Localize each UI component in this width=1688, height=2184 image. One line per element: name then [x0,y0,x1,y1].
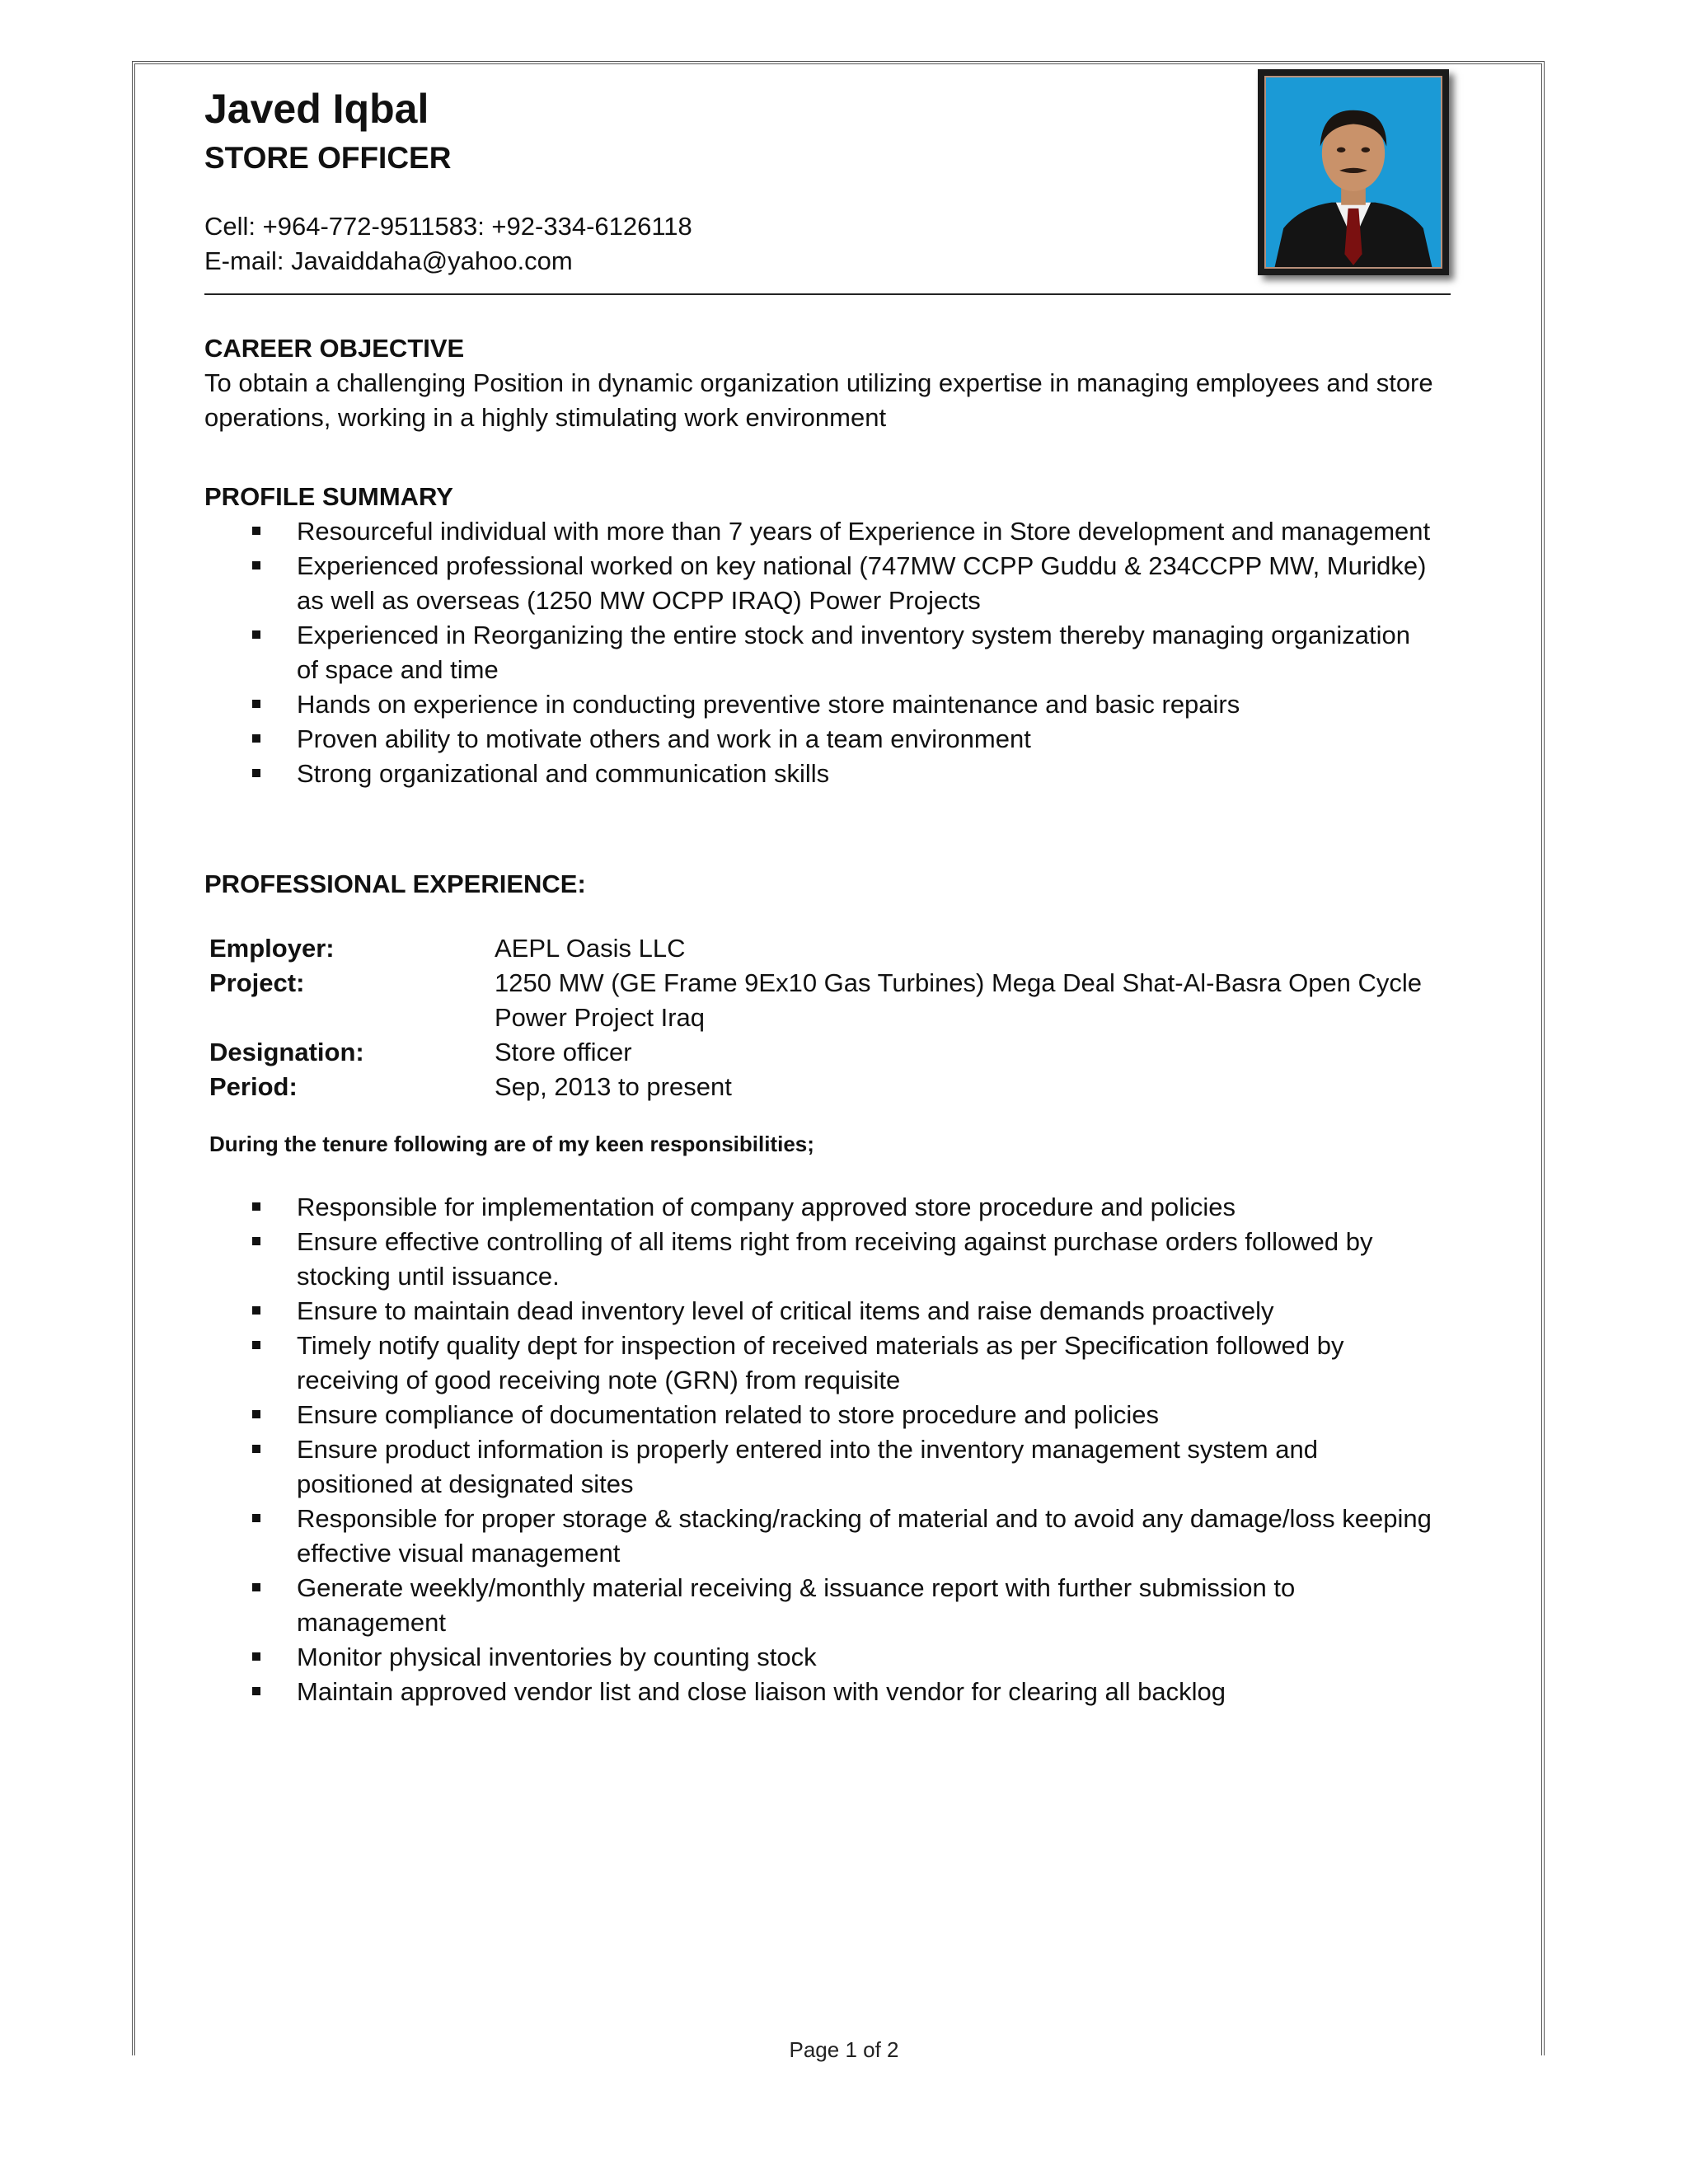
bullet-icon [252,1237,260,1245]
list-item-text: Ensure product information is properly entered into the inventory management system and positioned at designated sites [297,1435,1318,1498]
bullet-icon [252,1583,260,1591]
list-item-text: Ensure compliance of documentation related to store procedure and policies [297,1400,1160,1429]
bullet-icon [252,1687,260,1695]
portrait-image [1266,77,1441,267]
profile-photo [1258,69,1449,275]
bullet-icon [252,1306,260,1315]
bullet-icon [252,1202,260,1211]
list-item-text: Responsible for implementation of company approved store procedure and policies [297,1193,1236,1221]
period-value: Sep, 2013 to present [495,1072,732,1101]
list-item [204,549,1432,618]
table-row [209,1070,1442,1104]
bullet-icon [252,1341,260,1349]
career-objective-text: To obtain a challenging Position in dynamic organization utilizing expertise in managing employees and store operations, working in a highly stimulating work environment [204,368,1433,432]
professional-experience-heading: PROFESSIONAL EXPERIENCE: [204,869,586,898]
candidate-name: Javed Iqbal [204,86,429,132]
list-item [204,722,1432,757]
list-item [204,1329,1432,1398]
list-item-text: Ensure effective controlling of all items right from receiving against purchase orders followed by stocking until issuance. [297,1227,1373,1291]
profile-summary-section [204,480,1457,791]
employer-label: Employer: [209,934,335,963]
list-item-text: Ensure to maintain dead inventory level of critical items and raise demands proactively [297,1296,1274,1325]
table-row [209,966,1442,1035]
list-item-text: Generate weekly/monthly material receiving & issuance report with further submission to management [297,1573,1296,1637]
bullet-icon [252,769,260,777]
profile-summary-heading: PROFILE SUMMARY [204,482,453,511]
cell-phone: Cell: +964-772-9511583: +92-334-6126118 [204,212,692,241]
page-number: Page 1 of 2 [789,2037,899,2062]
list-item [204,618,1432,687]
bullet-icon [252,1445,260,1453]
period-label: Period: [209,1072,298,1101]
list-item [204,687,1432,722]
table-row [209,931,1442,966]
list-item-text: Responsible for proper storage & stacking/racking of material and to avoid any damage/loss keeping effective visual management [297,1504,1432,1568]
bullet-icon [252,1652,260,1661]
bullet-icon [252,630,260,639]
list-item [204,1294,1432,1329]
list-item [204,1432,1432,1502]
bullet-icon [252,734,260,743]
email-address: E-mail: Javaiddaha@yahoo.com [204,246,573,275]
professional-experience-section [204,867,1457,1709]
profile-summary-list [204,514,1457,791]
list-item [204,1640,1432,1675]
bullet-icon [252,1410,260,1418]
tenure-heading: During the tenure following are of my keen responsibilities; [209,1132,814,1156]
employer-value: AEPL Oasis LLC [495,934,686,963]
list-item [204,1675,1432,1709]
list-item-text: Maintain approved vendor list and close liaison with vendor for clearing all backlog [297,1677,1226,1706]
candidate-title: STORE OFFICER [204,141,452,175]
table-row [209,1035,1442,1070]
list-item-text: Timely notify quality dept for inspection of received materials as per Specification followed by receiving of good receiving note (GRN) from requisite [297,1331,1344,1394]
career-objective-section [204,331,1457,435]
list-item-text: Hands on experience in conducting preventive store maintenance and basic repairs [297,690,1240,719]
bullet-icon [252,561,260,569]
bullet-icon [252,527,260,535]
list-item [204,514,1432,549]
list-item-text: Experienced professional worked on key national (747MW CCPP Guddu & 234CCPP MW, Muridke) as well as overseas (1250 MW OCPP IRAQ) Power Projects [297,551,1427,615]
project-label: Project: [209,968,305,997]
bullet-icon [252,700,260,708]
designation-value: Store officer [495,1038,632,1066]
header-divider [204,293,1451,295]
list-item-text: Monitor physical inventories by counting stock [297,1643,817,1671]
project-value: 1250 MW (GE Frame 9Ex10 Gas Turbines) Mega Deal Shat-Al-Basra Open Cycle Power Project Iraq [495,968,1423,1032]
list-item [204,1190,1432,1225]
responsibilities-list [204,1190,1457,1709]
list-item-text: Strong organizational and communication skills [297,759,830,788]
list-item [204,1398,1432,1432]
list-item [204,1502,1432,1571]
career-objective-heading: CAREER OBJECTIVE [204,334,465,363]
list-item-text: Proven ability to motivate others and work in a team environment [297,724,1031,753]
list-item-text: Resourceful individual with more than 7 years of Experience in Store development and management [297,517,1431,546]
list-item [204,1571,1432,1640]
bullet-icon [252,1514,260,1522]
designation-label: Designation: [209,1038,364,1066]
list-item-text: Experienced in Reorganizing the entire stock and inventory system thereby managing organization of space and time [297,621,1410,684]
list-item [204,757,1432,791]
experience-details-table [209,931,1442,1104]
list-item [204,1225,1432,1294]
